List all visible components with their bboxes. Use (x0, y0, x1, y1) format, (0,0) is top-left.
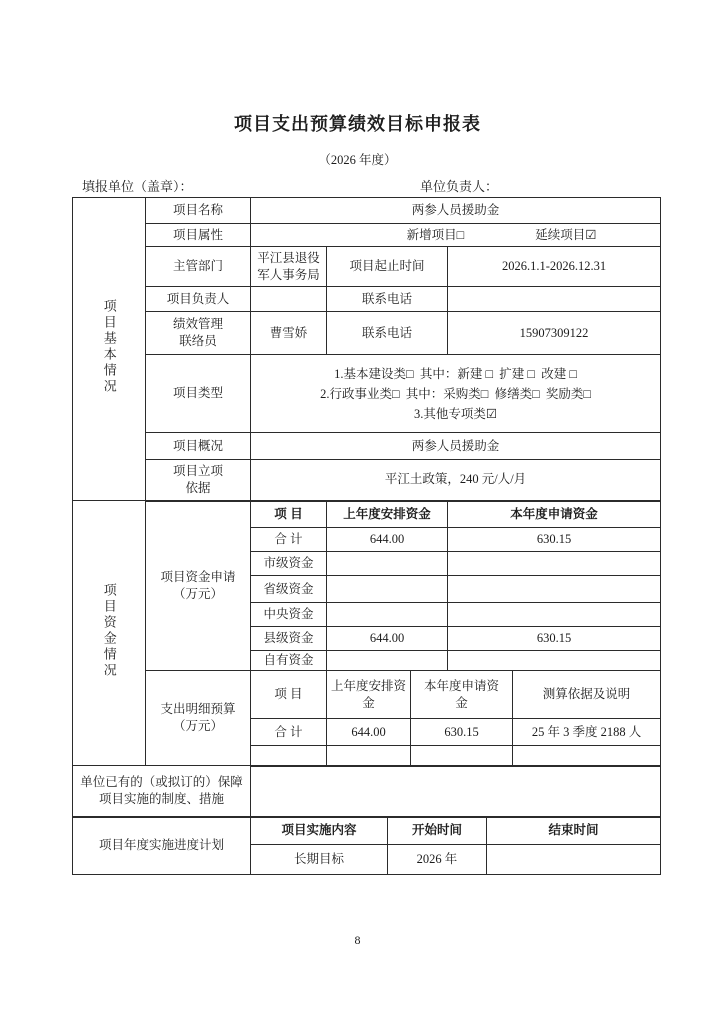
row-project-type (73, 355, 661, 433)
unit-head-label: 单位负责人： (420, 179, 499, 194)
period-value: 2026.1.1-2026.12.31 (448, 247, 661, 287)
funding-prev (327, 603, 448, 627)
project-type-value (251, 355, 661, 433)
row-overview (73, 433, 661, 460)
department-label: 主管部门 (146, 247, 251, 287)
schedule-content: 长期目标 (251, 845, 388, 875)
row-funding-header (73, 501, 661, 528)
expenditure-basis: 25 年 3 季度 2188 人 (513, 719, 661, 746)
overview-value: 两参人员援助金 (251, 433, 661, 460)
leader-value (251, 287, 327, 312)
funding-prev: 644.00 (327, 528, 448, 552)
funding-header-item: 项 目 (251, 501, 327, 528)
expenditure-item: 合 计 (251, 719, 327, 746)
phone2-value: 15907309122 (448, 312, 661, 355)
funding-item: 省级资金 (251, 576, 327, 603)
basis-value: 平江土政策，240 元/人/月 (251, 460, 661, 501)
expenditure-basis (513, 746, 661, 766)
expenditure-header-item: 项 目 (251, 671, 327, 719)
funding-curr (448, 576, 661, 603)
funding-curr (448, 552, 661, 576)
funding-prev: 644.00 (327, 627, 448, 651)
schedule-end (487, 845, 661, 875)
funding-apply-label: 项目资金申请（万元） (146, 501, 251, 671)
phone-value (448, 287, 661, 312)
section-funding-label: 项目资金情况 (101, 582, 117, 679)
project-name-value: 两参人员援助金 (251, 198, 661, 224)
liaison-value: 曹雪娇 (251, 312, 327, 355)
schedule-label: 项目年度实施进度计划 (73, 817, 251, 875)
basis-label: 项目立项依据 (146, 460, 251, 501)
project-attribute-label: 项目属性 (146, 224, 251, 247)
department-value: 平江县退役军人事务局 (251, 247, 327, 287)
funding-curr (448, 651, 661, 671)
funding-item: 自有资金 (251, 651, 327, 671)
funding-header-prev: 上年度安排资金 (327, 501, 448, 528)
funding-item: 县级资金 (251, 627, 327, 651)
safeguard-value (251, 766, 661, 817)
page-number: 8 (354, 933, 361, 947)
funding-prev (327, 552, 448, 576)
type-line-2: 2.行政事业类□ 其中：采购类□ 修缮类□ 奖励类□ (320, 386, 591, 401)
funding-item: 中央资金 (251, 603, 327, 627)
expenditure-curr: 630.15 (411, 719, 513, 746)
row-project-attribute (73, 224, 661, 247)
attr-new-checkbox: 新增项目□ (406, 227, 465, 242)
schedule-start: 2026 年 (388, 845, 487, 875)
funding-header-curr: 本年度申请资金 (448, 501, 661, 528)
row-department (73, 247, 661, 287)
row-safeguard (73, 766, 661, 817)
expenditure-label: 支出明细预算（万元） (146, 671, 251, 766)
schedule-header-start: 开始时间 (388, 817, 487, 845)
row-schedule-header (73, 817, 661, 845)
declaration-form-table (72, 197, 661, 875)
phone-label: 联系电话 (327, 287, 448, 312)
row-basis (73, 460, 661, 501)
section-basic-info (73, 198, 146, 501)
funding-curr (448, 603, 661, 627)
row-liaison (73, 312, 661, 355)
phone2-label: 联系电话 (327, 312, 448, 355)
section-basic-info-label: 项目基本情况 (101, 298, 117, 395)
funding-item: 市级资金 (251, 552, 327, 576)
attr-continue-checkbox: 延续项目☑ (535, 227, 597, 242)
project-type-label: 项目类型 (146, 355, 251, 433)
funding-item: 合 计 (251, 528, 327, 552)
expenditure-header-prev: 上年度安排资金 (327, 671, 411, 719)
type-line-3: 3.其他专项类☑ (413, 406, 498, 421)
period-label: 项目起止时间 (327, 247, 448, 287)
schedule-header-content: 项目实施内容 (251, 817, 388, 845)
leader-label: 项目负责人 (146, 287, 251, 312)
row-project-name (73, 198, 661, 224)
fill-unit-label: 填报单位（盖章）： (82, 179, 193, 194)
expenditure-prev: 644.00 (327, 719, 411, 746)
expenditure-curr (411, 746, 513, 766)
expenditure-prev (327, 746, 411, 766)
row-expenditure-header (73, 671, 661, 719)
row-leader (73, 287, 661, 312)
type-line-1: 1.基本建设类□ 其中：新建 □ 扩建 □ 改建 □ (334, 366, 577, 381)
schedule-header-end: 结束时间 (487, 817, 661, 845)
expenditure-header-basis: 测算依据及说明 (513, 671, 661, 719)
document-subtitle: （2026 年度） (318, 153, 397, 167)
section-funding (73, 501, 146, 766)
funding-curr: 630.15 (448, 528, 661, 552)
document-title: 项目支出预算绩效目标申报表 (234, 114, 481, 134)
liaison-label: 绩效管理联络员 (146, 312, 251, 355)
funding-curr: 630.15 (448, 627, 661, 651)
safeguard-label: 单位已有的（或拟订的）保障项目实施的制度、措施 (73, 766, 251, 817)
expenditure-item (251, 746, 327, 766)
project-attribute-value (251, 224, 661, 247)
expenditure-header-curr: 本年度申请资金 (411, 671, 513, 719)
funding-prev (327, 576, 448, 603)
project-name-label: 项目名称 (146, 198, 251, 224)
overview-label: 项目概况 (146, 433, 251, 460)
funding-prev (327, 651, 448, 671)
